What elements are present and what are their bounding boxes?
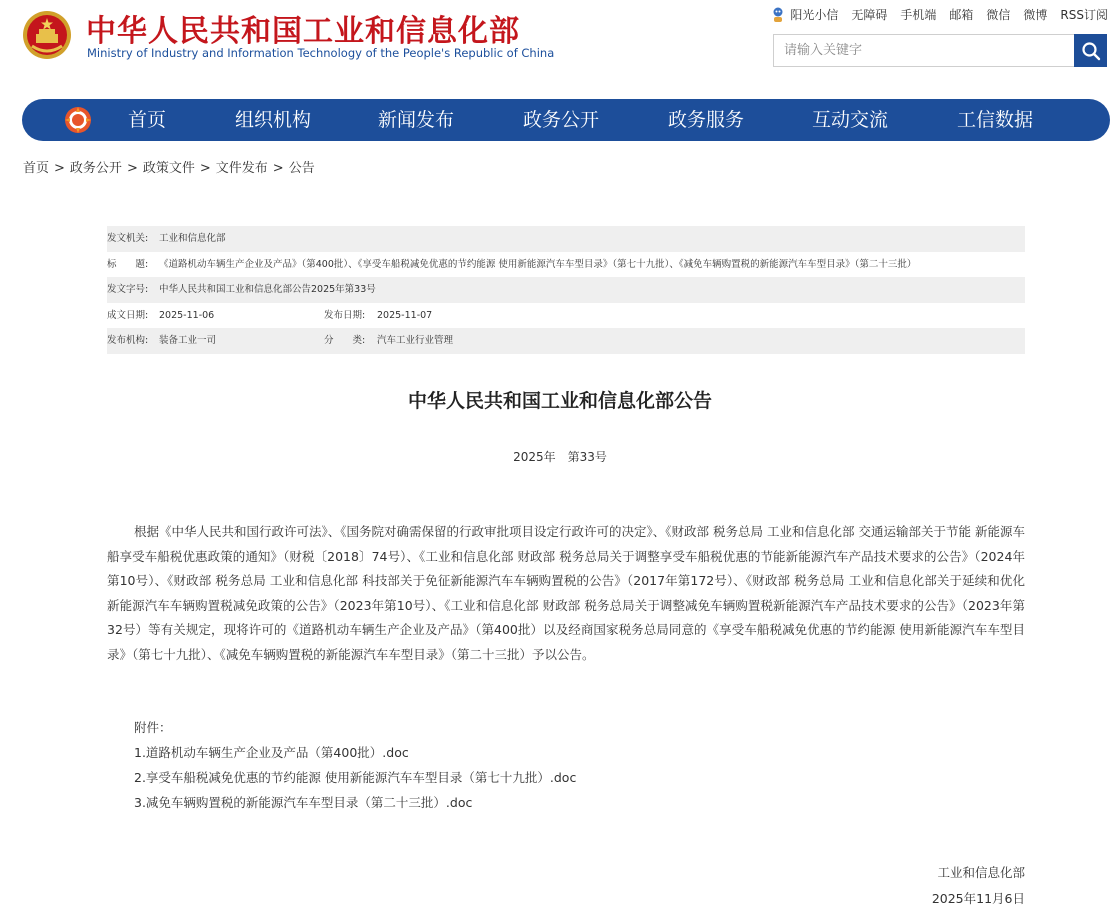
meta-created-value: 2025-11-06 [159,309,215,321]
toplink-mobile[interactable]: 手机端 [900,8,937,22]
nav-data[interactable]: 工信数据 [957,109,1034,131]
nav-news[interactable]: 新闻发布 [378,109,455,131]
breadcrumb-home[interactable]: 首页 [23,161,50,176]
meta-published-value: 2025-11-07 [377,309,433,321]
meta-row-title [107,252,1025,278]
breadcrumb-separator: > [272,161,284,176]
toplink-accessibility[interactable]: 无障碍 [851,8,888,22]
document-metadata [107,226,1025,354]
breadcrumb-government-affairs[interactable]: 政务公开 [69,161,122,176]
meta-docno-label: 发文字号: [107,284,149,295]
meta-issuer-label: 发文机关: [107,233,149,244]
meta-agency-value: 装备工业一司 [159,335,217,346]
breadcrumb [23,157,315,176]
meta-issuer-value: 工业和信息化部 [159,233,226,244]
meta-created-label: 成文日期: [107,309,149,321]
meta-row-docno [107,277,1025,303]
toplink-wechat[interactable]: 微信 [986,8,1011,22]
meta-title-value: 《道路机动车辆生产企业及产品》（第400批）、《享受车船税减免优惠的节约能源 使用新能源汽车车型目录》（第七十九批）、《减免车辆购置税的新能源汽车车型目录》（第二十三批） [159,258,917,270]
breadcrumb-announcement[interactable]: 公告 [288,161,315,176]
search-icon [1081,41,1101,61]
meta-row-agency [107,328,1025,354]
site-title[interactable]: 中华人民共和国工业和信息化部 [86,14,520,49]
signoff-date: 2025年11月6日 [931,891,1025,906]
search-box [773,34,1107,67]
breadcrumb-doc-release[interactable]: 文件发布 [215,161,268,176]
toplink-sunshine[interactable] [771,6,838,23]
breadcrumb-policy-docs[interactable]: 政策文件 [142,161,195,176]
site-title-english: Ministry of Industry and Information Technology of the People's Republic of China [87,46,555,60]
breadcrumb-separator: > [54,161,65,176]
nav-government-affairs[interactable]: 政务公开 [523,109,600,131]
search-button[interactable] [1074,34,1107,67]
document-heading: 中华人民共和国工业和信息化部公告 [407,390,712,412]
nav-home[interactable]: 首页 [128,109,167,131]
meta-agency-label: 发布机构: [107,335,149,346]
toplink-sunshine-label: 阳光小信 [790,8,839,22]
document-number: 2025年 第33号 [513,450,607,464]
toplink-weibo[interactable]: 微博 [1023,8,1048,22]
robot-icon [771,7,785,23]
signoff [932,860,1025,912]
main-nav [22,99,1110,141]
attachment-link-3[interactable]: 3.减免车辆购置税的新能源汽车车型目录（第二十三批）.doc [134,795,473,810]
nav-services[interactable]: 政务服务 [668,109,745,131]
attachments [134,715,576,815]
toplink-rss[interactable]: RSS订阅 [1060,8,1108,22]
attachment-link-2[interactable]: 2.享受车船税减免优惠的节约能源 使用新能源汽车车型目录（第七十九批）.doc [134,770,577,785]
attachments-label: 附件： [134,720,172,735]
toplink-mail[interactable]: 邮箱 [949,8,974,22]
breadcrumb-separator: > [126,161,138,176]
meta-row-issuer [107,226,1025,252]
top-links [771,6,1108,23]
nav-organization[interactable]: 组织机构 [235,109,312,131]
signoff-organization: 工业和信息化部 [937,865,1025,880]
search-input[interactable] [774,35,1074,66]
attachment-link-1[interactable]: 1.道路机动车辆生产企业及产品（第400批）.doc [134,745,409,760]
site-header [0,0,1120,90]
meta-category-value: 汽车工业行业管理 [377,335,454,346]
national-emblem-icon[interactable] [22,10,72,60]
meta-row-dates [107,303,1025,329]
meta-published-label: 发布日期: [324,309,366,321]
document-body: 根据《中华人民共和国行政许可法》、《国务院对确需保留的行政审批项目设定行政许可的决定》、《财政部 税务总局 工业和信息化部 交通运输部关于节能 新能源车船享受车船税优惠政策的通知》（财税〔2018〕74号）、《工业和信息化部 财政部 税务总局关于调整享受车船税优惠的节能新能源汽车产品技术要求的公告》（2024年第10号）、《财政部 税务总局 工业和信息化部 科技部关于免征新能源汽车车辆购置税的公告》（2017年第172号）、《财政部 税务总局 工业和信息化部关于延续和优化新能源汽车车辆购置税减免政策的公告》（2023年第10号）、《工业和信息化部 财政部 税务总局关于调整减免车辆购置税新能源汽车产品技术要求的公告》（2023年第32号）等有关规定，现将许可的《道路机动车辆生产企业及产品》（第400批）以及经商国家税务总局同意的《享受车船税减免优惠的节约能源 使用新能源汽车车型目录》（第七十九批）、《减免车辆购置税的新能源汽车车型目录》（第二十三批）予以公告。 [107,524,1025,662]
miit-logo-icon[interactable] [64,106,92,134]
meta-title-label: 标 题: [107,258,149,270]
nav-interaction[interactable]: 互动交流 [812,109,889,131]
meta-docno-value: 中华人民共和国工业和信息化部公告2025年第33号 [159,284,376,295]
meta-category-label: 分 类: [324,335,366,346]
breadcrumb-separator: > [199,161,211,176]
